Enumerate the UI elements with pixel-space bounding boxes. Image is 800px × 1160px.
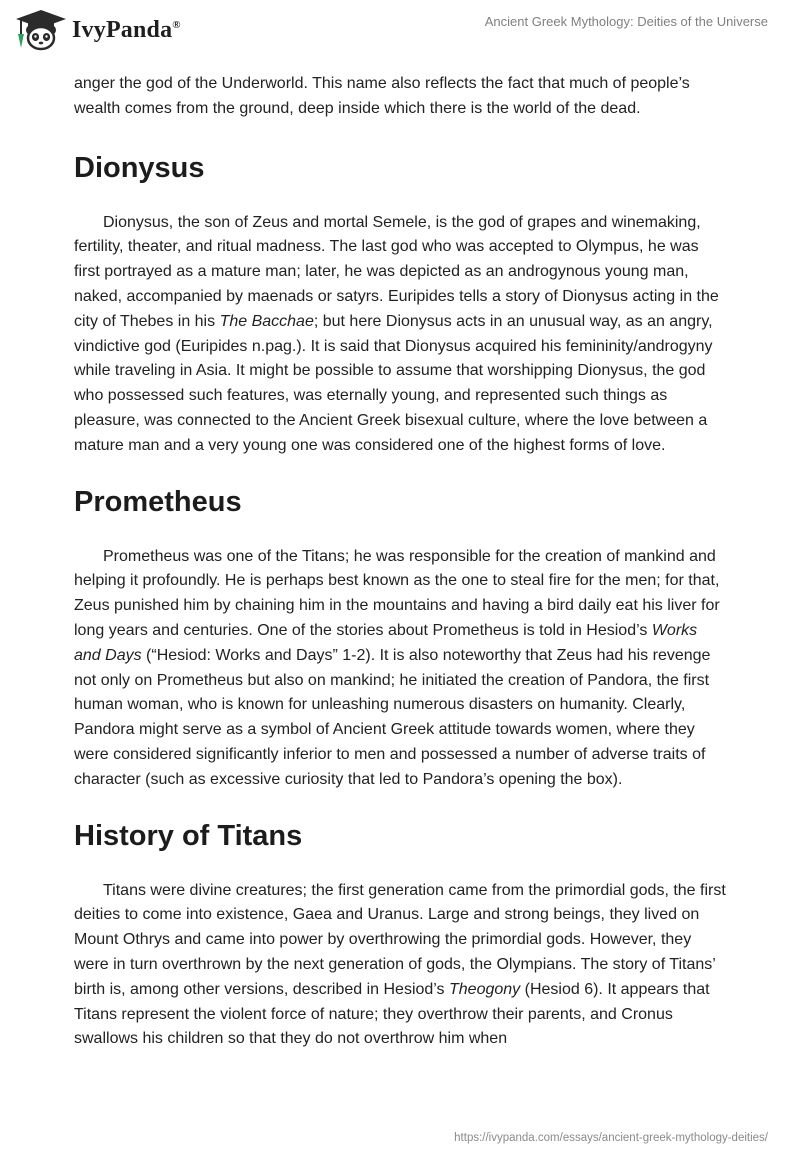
panda-graduate-icon	[12, 8, 70, 52]
section-paragraph-dionysus: Dionysus, the son of Zeus and mortal Semele, is the god of grapes and winemaking, fertility, theater, and ritual madness. The last god who was accepted to Olympus, he was first portrayed as a mature man; later, he was depicted as an androgynous young man, naked, accompanied by maenads or satyrs. Euripides tells a story of Dionysus acting in the city of Thebes in his The Bacchae; but here Dionysus acts in an unusual way, as an angry, vindictive god (Euripides n.pag.). It is said that Dionysus acquired his femininity/androgyny while traveling in Asia. It might be possible to assume that worshipping Dionysus, the god who possessed such features, was eternally young, and represented such things as pleasure, was connected to the Ancient Greek bisexual culture, where the love between a mature man and a very young one was considered one of the highest forms of love.	[74, 213, 719, 454]
section-heading-history-of-titans: History of Titans	[74, 819, 303, 852]
section-heading-prometheus: Prometheus	[74, 485, 242, 518]
brand-name: IvyPanda®	[72, 16, 181, 43]
section-paragraph-prometheus: Prometheus was one of the Titans; he was responsible for the creation of mankind and helping it profoundly. He is perhaps best known as the one to steal fire for the men; for that, Zeus punished him by chaining him in the mountains and having a bird daily eat his liver for long years and centuries. One of the stories about Prometheus is told in Hesiod’s Works and Days (“Hesiod: Works and Days” 1-2). It is also noteworthy that Zeus had his revenge not only on Prometheus but also on mankind; he initiated the creation of Pandora, the first human woman, who is known for unleashing numerous disasters on humanity. Clearly, Pandora might serve as a symbol of Ancient Greek attitude towards women, where they were considered significantly inferior to men and possessed a number of adverse traits of character (such as excessive curiosity that led to Pandora’s opening the box).	[74, 547, 720, 788]
document-title: Ancient Greek Mythology: Deities of the Universe	[484, 14, 768, 29]
source-url[interactable]: https://ivypanda.com/essays/ancient-greek-mythology-deities/	[454, 1132, 768, 1144]
page-header	[0, 0, 800, 70]
section-heading-dionysus: Dionysus	[74, 151, 205, 184]
section-paragraph-titans: Titans were divine creatures; the first generation came from the primordial gods, the first deities to come into existence, Gaea and Uranus. Large and strong beings, they lived on Mount Othrys and came into power by overthrowing the primordial gods. However, they were in turn overthrown by the next generation of gods, the Olympians. The story of Titans’ birth is, among other versions, described in Hesiod’s Theogony (Hesiod 6). It appears that Titans represent the violent force of nature; they overthrow their parents, and Cronus swallows his children so that they do not overthrow him when	[74, 881, 726, 1048]
article-content	[74, 70, 726, 1052]
logo[interactable]	[12, 8, 181, 52]
continued-paragraph: anger the god of the Underworld. This name also reflects the fact that much of people’s wealth comes from the ground, deep inside which there is the world of the dead.	[74, 75, 690, 117]
